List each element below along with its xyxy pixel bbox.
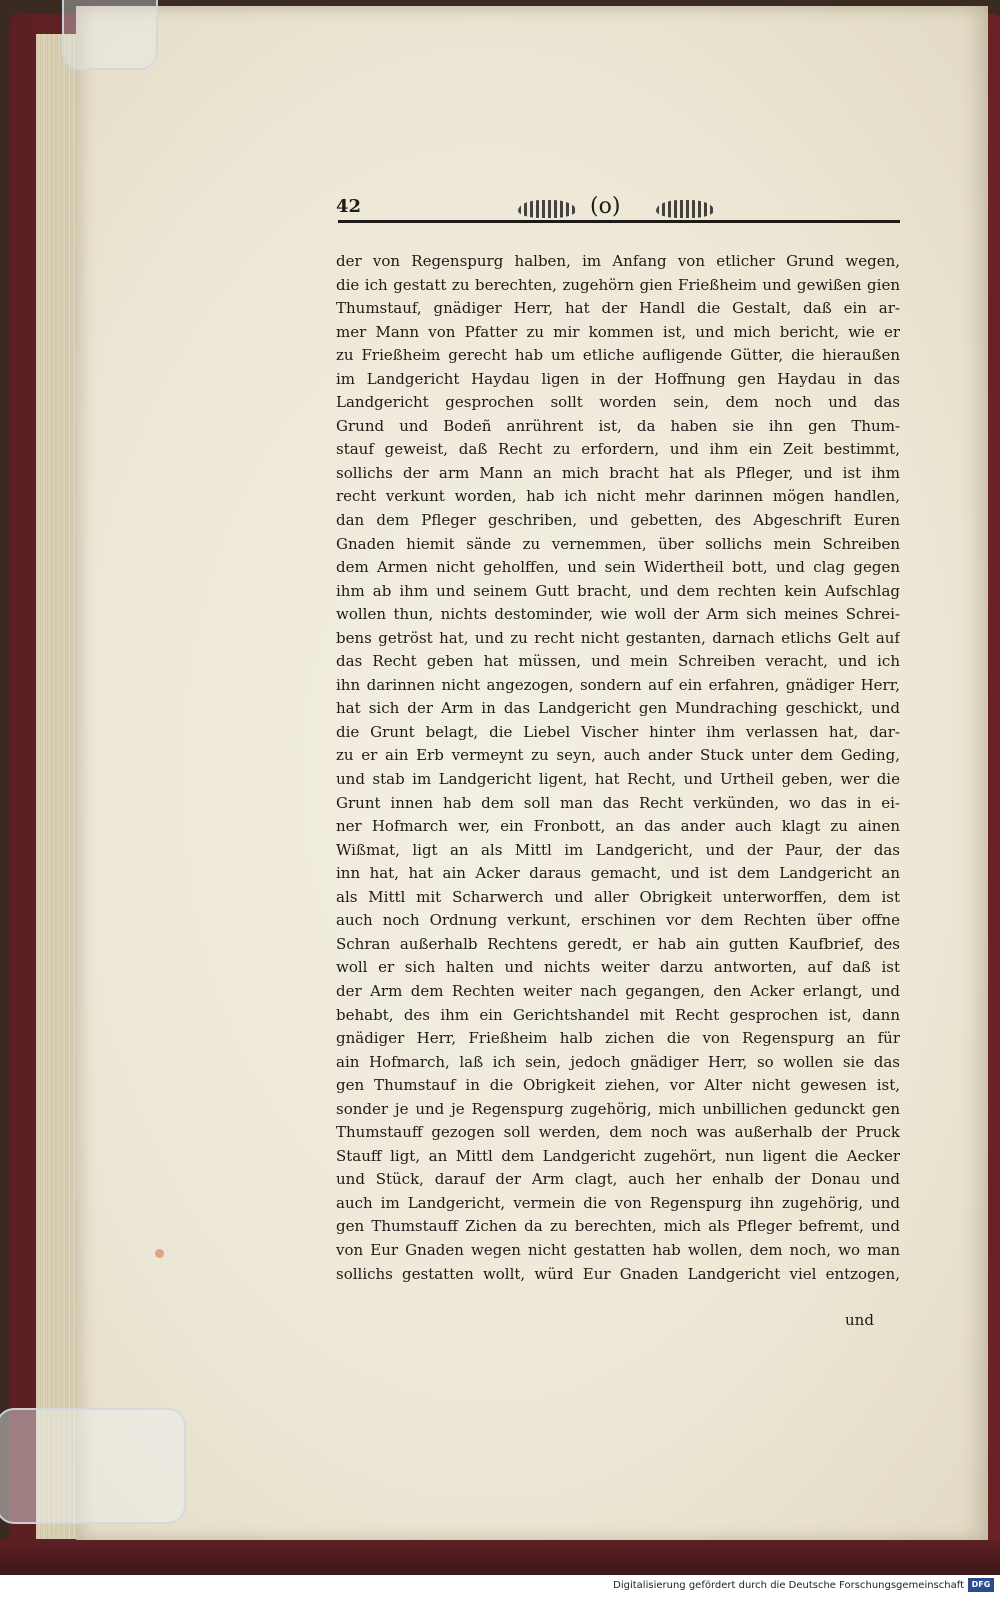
text-line: recht verkunt worden, hab ich nicht mehr darinnen mögen handlen, [336, 487, 900, 506]
text-line: das Recht geben hat müssen, und mein Schreiben veracht, und ich [336, 652, 900, 671]
catchword: und [845, 1311, 874, 1329]
text-line: ihm ab ihm und seinem Gutt bracht, und dem rechten kein Aufschlag [336, 581, 900, 600]
text-line: sollichs der arm Mann an mich bracht hat als Pfleger, und ist ihm [336, 463, 900, 482]
paper-stain [155, 1249, 164, 1258]
text-line: die Grunt belagt, die Liebel Vischer hinter ihm verlassen hat, dar- [336, 722, 900, 741]
text-line: Grunt innen hab dem soll man das Recht verkünden, wo das in ei- [336, 793, 900, 812]
text-line: mer Mann von Pfatter zu mir kommen ist, und mich bericht, wie er [336, 322, 900, 341]
text-line: Landgericht gesprochen sollt worden sein, dem noch und das [336, 393, 900, 412]
text-line: Thumstauff gezogen soll werden, dem noch was außerhalb der Pruck [336, 1123, 900, 1142]
footer-credit: Digitalisierung gefördert durch die Deutsche Forschungsgemeinschaft [613, 1580, 964, 1591]
page-edges [36, 34, 79, 1539]
text-line: hat sich der Arm in das Landgericht gen Mundraching geschickt, und [336, 699, 900, 718]
text-line: Wißmat, ligt an als Mittl im Landgericht, und der Paur, der das [336, 840, 900, 859]
running-head: (o) [590, 194, 621, 219]
header-rule [338, 220, 900, 223]
text-line: dem Armen nicht geholffen, und sein Widertheil bott, und clag gegen [336, 558, 900, 577]
text-line: gnädiger Herr, Frießheim halb zichen die von Regenspurg an für [336, 1029, 900, 1048]
page-clip-top [62, 0, 158, 70]
text-line: behabt, des ihm ein Gerichtshandel mit Recht gesprochen ist, dann [336, 1005, 900, 1024]
text-line: woll er sich halten und nichts weiter darzu antworten, auf daß ist [336, 958, 900, 977]
body-text [336, 250, 900, 1286]
text-line: Schran außerhalb Rechtens geredt, er hab ain gutten Kaufbrief, des [336, 934, 900, 953]
text-line: gen Thumstauf in die Obrigkeit ziehen, vor Alter nicht gewesen ist, [336, 1076, 900, 1095]
text-line: ain Hofmarch, laß ich sein, jedoch gnädiger Herr, so wollen sie das [336, 1052, 900, 1071]
text-line: Grund und Bodeñ anrührent ist, da haben sie ihn gen Thum- [336, 416, 900, 435]
text-line: der von Regenspurg halben, im Anfang von etlicher Grund wegen, [336, 252, 900, 270]
dfg-logo: DFG [968, 1578, 994, 1592]
text-line: und Stück, darauf der Arm clagt, auch her enhalb der Donau und [336, 1170, 900, 1189]
text-line: die ich gestatt zu berechten, zugehörn gien Frießheim und gewißen gien [336, 275, 900, 294]
text-line: gen Thumstauff Zichen da zu berechten, mich als Pfleger befremt, und [336, 1217, 900, 1236]
text-line: ihn darinnen nicht angezogen, sondern auf ein erfahren, gnädiger Herr, [336, 675, 900, 694]
text-line: stauf geweist, daß Recht zu erfordern, und ihm ein Zeit bestimmt, [336, 440, 900, 459]
head-ornament-right [656, 200, 714, 218]
text-line: bens getröst hat, und zu recht nicht gestanten, darnach etlichs Gelt auf [336, 628, 900, 647]
text-line: inn hat, hat ain Acker daraus gemacht, und ist dem Landgericht an [336, 864, 900, 883]
text-line: Gnaden hiemit sände zu vernemmen, über sollichs mein Schreiben [336, 534, 900, 553]
page-number: 42 [336, 196, 362, 217]
text-line: auch im Landgericht, vermein die von Regenspurg ihn zugehörig, und [336, 1193, 900, 1212]
cover-bottom-band [0, 1540, 1000, 1575]
head-ornament-left [518, 200, 576, 218]
text-line: auch noch Ordnung verkunt, erschinen vor dem Rechten über offne [336, 911, 900, 930]
text-line: dan dem Pfleger geschriben, und gebetten, des Abgeschrift Euren [336, 511, 900, 530]
text-line: und stab im Landgericht ligent, hat Recht, und Urtheil geben, wer die [336, 770, 900, 789]
text-line: zu er ain Erb vermeynt zu seyn, auch ander Stuck unter dem Geding, [336, 746, 900, 765]
page-clip-bottom [0, 1408, 186, 1524]
text-line: der Arm dem Rechten weiter nach gegangen, den Acker erlangt, und [336, 981, 900, 1000]
text-line: sollichs gestatten wollt, würd Eur Gnaden Landgericht viel entzogen, [336, 1264, 900, 1283]
text-line: ner Hofmarch wer, ein Fronbott, an das ander auch klagt zu ainen [336, 817, 900, 836]
text-line: Thumstauf, gnädiger Herr, hat der Handl die Gestalt, daß ein ar- [336, 299, 900, 318]
text-line: zu Frießheim gerecht hab um etliche aufligende Gütter, die hieraußen [336, 346, 900, 365]
text-line: als Mittl mit Scharwerch und aller Obrigkeit unterworffen, dem ist [336, 887, 900, 906]
text-line: Stauff ligt, an Mittl dem Landgericht zugehört, nun ligent die Aecker [336, 1146, 900, 1165]
text-line: sonder je und je Regenspurg zugehörig, mich unbillichen gedunckt gen [336, 1099, 900, 1118]
text-line: von Eur Gnaden wegen nicht gestatten hab wollen, dem noch, wo man [336, 1240, 900, 1259]
text-line: im Landgericht Haydau ligen in der Hoffnung gen Haydau in das [336, 369, 900, 388]
text-line: wollen thun, nichts destominder, wie woll der Arm sich meines Schrei- [336, 605, 900, 624]
